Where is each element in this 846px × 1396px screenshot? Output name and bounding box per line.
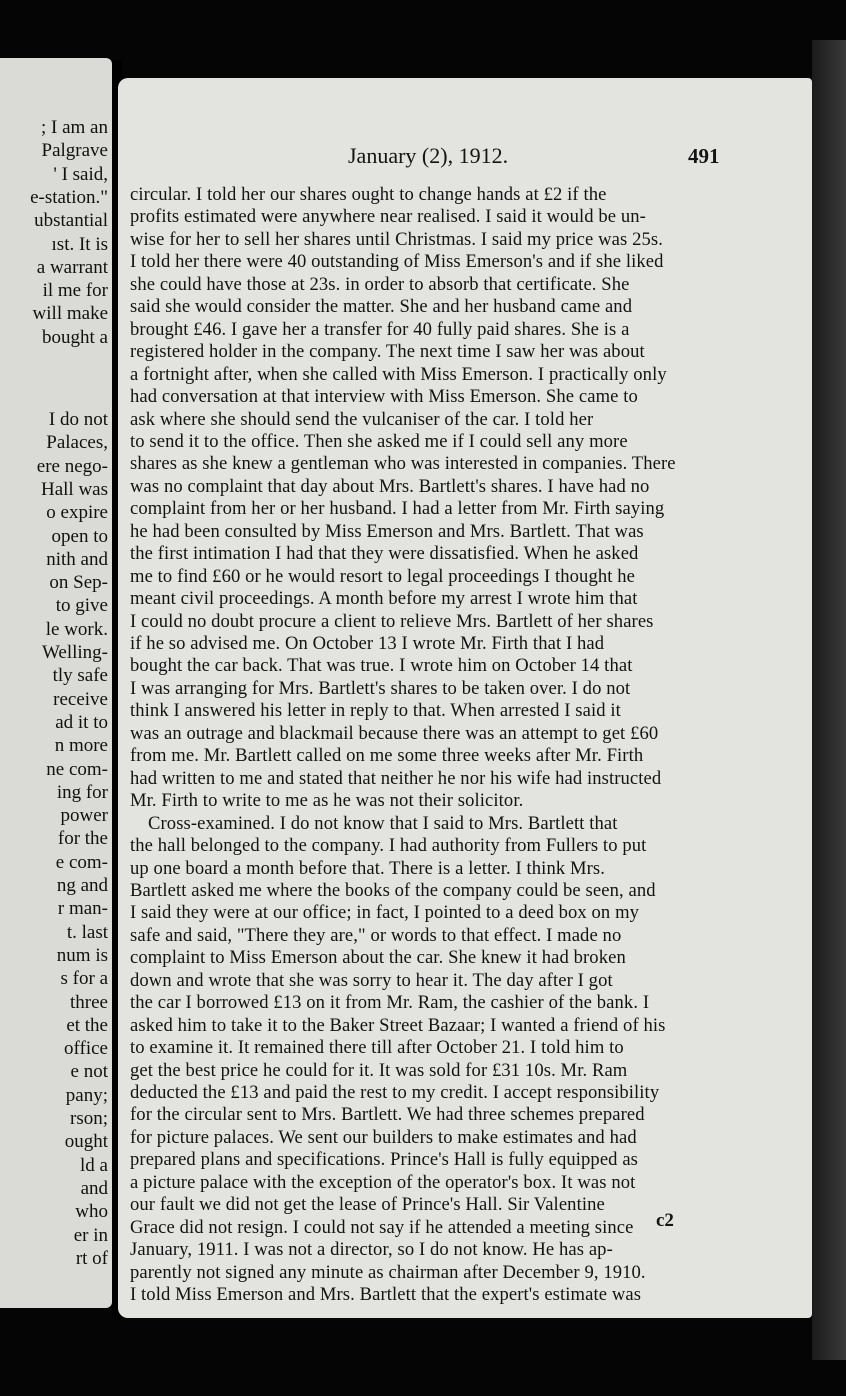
body-text-line: asked him to take it to the Baker Street Bazaar; I wanted a friend of his [130,1014,666,1036]
left-page-line: three [70,991,108,1013]
left-page-line: Hall was [40,478,108,500]
body-text-line: Grace did not resign. I could not say if he attended a meeting since [130,1216,634,1238]
body-text-line: January, 1911. I was not a director, so I do not know. He has ap- [130,1239,613,1261]
left-page-line: e not [70,1061,108,1083]
left-page-line: and [80,1177,108,1199]
body-text-line: parently not signed any minute as chairman after December 9, 1910. [130,1261,646,1283]
left-page-line: le work. [45,618,108,640]
body-text-line: from me. Mr. Bartlett called on me some three weeks after Mr. Firth [130,745,644,767]
left-page-line: bought a [42,326,108,348]
left-page-line: Palaces, [46,432,108,454]
left-page-line: a warrant [36,256,108,278]
left-page-line: receive [53,688,108,710]
left-page-line: n more [54,735,108,757]
left-page-line: ' I said, [53,163,108,185]
left-page-line: et the [66,1014,108,1036]
body-text-line: up one board a month before that. There is a letter. I think Mrs. [130,857,606,879]
body-text-line: to examine it. It remained there till after October 21. I told him to [130,1037,624,1059]
left-page-line: ld a [80,1154,108,1176]
left-page-line: ing for [56,781,108,803]
left-page-line: I do not [48,409,108,430]
left-page-line: who [75,1201,108,1223]
left-page-line: ng and [56,875,108,896]
body-text-line: Mr. Firth to write to me as he was not their solicitor. [130,790,524,812]
body-text-line: down and wrote that she was sorry to hear it. The day after I got [130,969,613,991]
left-page-line: t. last [66,921,108,943]
body-text-line: for the circular sent to Mrs. Bartlett. We had three schemes prepared [130,1104,645,1126]
left-page-line: num is [56,944,108,966]
body-text-line: our fault we did not get the lease of Prince's Hall. Sir Valentine [130,1194,605,1216]
body-text-line: I said they were at our office; in fact, I pointed to a deed box on my [130,902,640,924]
body-text-line: he had been consulted by Miss Emerson and Mrs. Bartlett. That was [130,520,644,542]
body-text-line: had written to me and stated that neither he nor his wife had instructed [130,767,662,789]
body-text-line: Bartlett asked me where the books of the company could be seen, and [130,879,656,901]
body-text-line: for picture palaces. We sent our builders to make estimates and had [130,1126,637,1148]
left-page-line: ubstantial [34,210,108,232]
body-text-line: a picture palace with the exception of the operator's box. It was not [130,1171,636,1193]
body-text-line: deducted the £13 and paid the rest to my credit. I accept responsibility [130,1082,660,1103]
body-text-line: was an outrage and blackmail because there was an attempt to get £60 [130,722,659,744]
body-text-line: I told her there were 40 outstanding of Miss Emerson's and if she liked [130,251,664,273]
left-page-line: to give [55,595,108,617]
left-page-line: ought [64,1131,108,1153]
body-text-line: meant civil proceedings. A month before my arrest I wrote him that [130,588,638,610]
left-page-line: er in [73,1224,108,1246]
left-page-line: on Sep- [49,572,108,594]
body-text-line: Cross-examined. I do not know that I said to Mrs. Bartlett that [148,812,618,834]
body-text-line: safe and said, "There they are," or words to that effect. I made no [130,924,622,946]
body-text-line: registered holder in the company. The next time I saw her was about [130,341,645,363]
left-page-line: nith and [46,548,108,570]
running-head: January (2), 1912. [348,143,509,168]
left-page-line: will make [32,303,108,325]
body-text-line: I could no doubt procure a client to relieve Mrs. Bartlett of her shares [130,610,654,632]
left-page-line: for the [57,828,108,850]
body-text-line: me to find £60 or he would resort to legal proceedings I thought he [130,565,635,587]
body-text-line: prepared plans and specifications. Prince's Hall is fully equipped as [130,1149,639,1171]
left-page-line: r man- [57,898,108,920]
body-text-line: had conversation at that interview with Miss Emerson. She came to [130,386,638,408]
page-number: 491 [688,144,720,168]
body-text-line: bought the car back. That was true. I wrote him on October 14 that [130,655,633,677]
body-text-line: think I answered his letter in reply to that. When arrested I said it [130,700,621,722]
left-page-line: ad it to [55,711,108,733]
left-page-line: e-station." [30,186,108,208]
body-text-line: the first intimation I had that they were dissatisfied. When he asked [130,543,639,565]
left-page-line: ne com- [46,758,108,780]
body-text-line: the hall belonged to the company. I had authority from Fullers to put [130,835,647,857]
left-page-line: power [60,805,108,827]
body-text-line: said she would consider the matter. She and her husband came and [130,296,633,318]
right-page [118,78,812,1318]
left-page-line: ere nego- [36,455,108,477]
body-text-line: ask where she should send the vulcaniser of the car. I told her [130,408,594,430]
page-header [118,141,812,175]
body-text-line: to send it to the office. Then she asked me if I could sell any more [130,430,628,452]
signature-mark: c2 [656,1210,674,1231]
left-page-line: tly safe [52,665,108,687]
left-page-line: ıst. It is [51,233,108,255]
left-page-line: rson; [70,1108,108,1129]
body-text-line: shares as she knew a gentleman who was interested in companies. There [130,453,676,475]
left-page-line: o expire [46,502,108,524]
body-text-line: get the best price he could for it. It was sold for £31 10s. Mr. Ram [130,1059,628,1081]
body-text-line: complaint to Miss Emerson about the car. She knew it had broken [130,947,626,969]
body-text-line: I told Miss Emerson and Mrs. Bartlett that the expert's estimate was [130,1284,642,1306]
left-page-line: s for a [60,968,108,990]
body-text-line: profits estimated were anywhere near realised. I said it would be un- [130,206,646,228]
left-page-line: rt of [75,1247,108,1269]
body-text-line: if he so advised me. On October 13 I wrote Mr. Firth that I had [130,633,605,654]
body-text-line: I was arranging for Mrs. Bartlett's shares to be taken over. I do not [130,677,631,699]
left-page-line: ; I am an [40,117,108,138]
body-text-line: was no complaint that day about Mrs. Bartlett's shares. I have had no [130,475,650,497]
body-text-line: wise for her to sell her shares until Christmas. I said my price was 25s. [130,228,663,250]
left-page-line: pany; [65,1084,108,1106]
left-page [0,58,112,1308]
body-text-line: circular. I told her our shares ought to change hands at £2 if the [130,184,607,205]
left-page-line: Welling- [41,642,108,663]
left-page-line: Palgrave [41,140,108,162]
left-page-line: e com- [55,851,108,873]
body-text-line: she could have those at 23s. in order to absorb that certificate. She [130,273,630,295]
body-text-line: the car I borrowed £13 on it from Mr. Ram, the cashier of the bank. I [130,992,650,1014]
body-text-line: brought £46. I gave her a transfer for 40 fully paid shares. She is a [130,318,630,340]
body-text-line: complaint from her or her husband. I had a letter from Mr. Firth saying [130,498,665,520]
body-text-line: a fortnight after, when she called with Miss Emerson. I practically only [130,363,667,385]
left-page-line: il me for [42,280,108,302]
left-page-line: open to [51,525,108,547]
left-page-line: office [64,1038,108,1060]
right-page-edge [812,40,846,1360]
